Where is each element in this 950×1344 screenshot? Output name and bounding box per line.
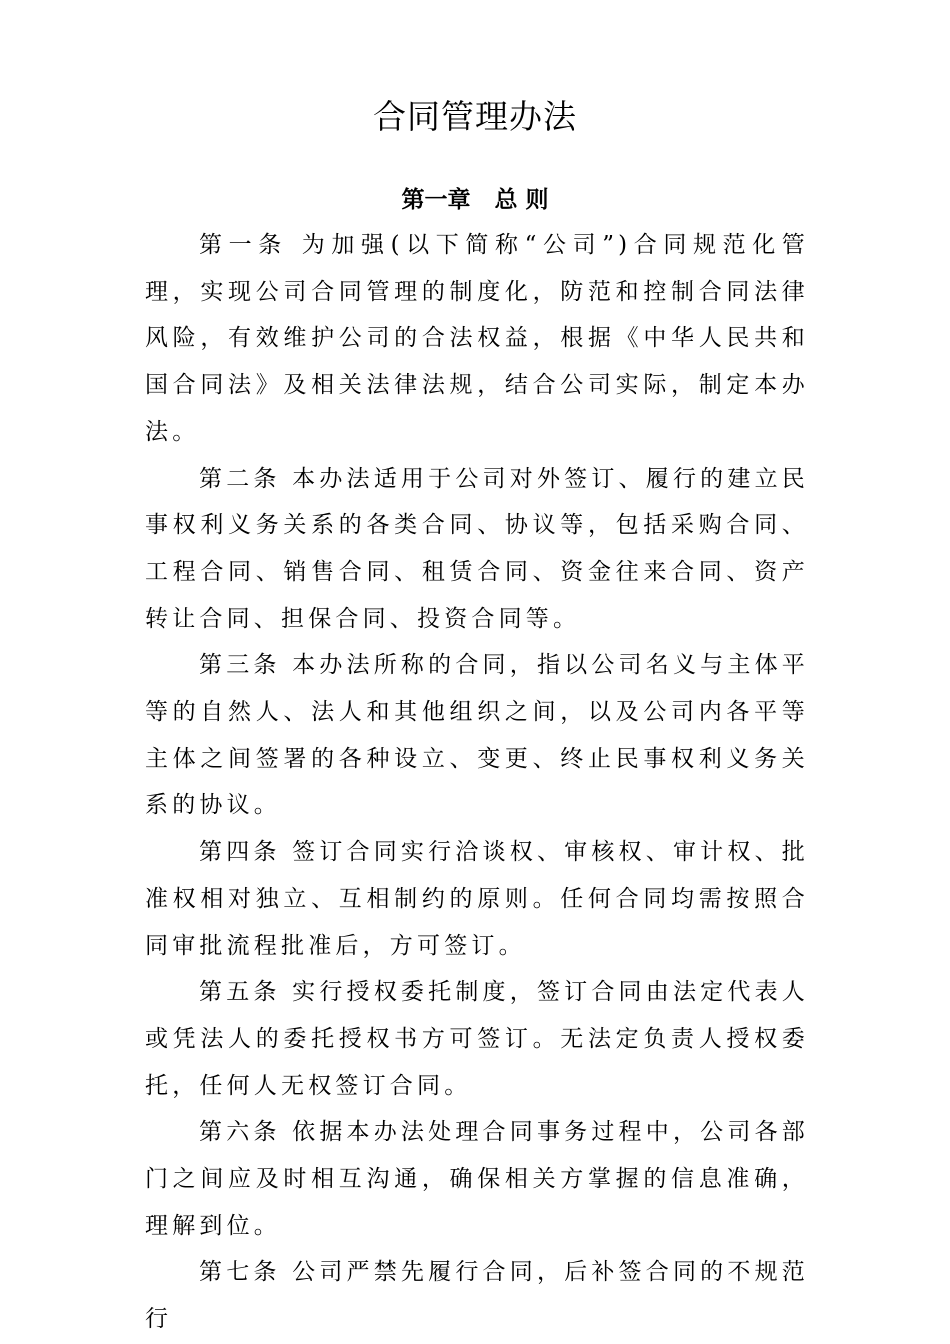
article-text: 依据本办法处理合同事务过程中，公司各部门之间应及时相互沟通，确保相关方掌握的信息准确，理解到位。 <box>145 1119 809 1239</box>
document-title: 合同管理办法 <box>373 97 577 136</box>
article-text: 公司严禁先履行合同，后补签合同的不规范行 <box>145 1259 809 1333</box>
document-body <box>145 222 809 1343</box>
article-text: 实行授权委托制度，签订合同由法定代表人或凭法人的委托授权书方可签订。无法定负责人授权委托，任何人无权签订合同。 <box>145 979 809 1099</box>
article-text: 为加强(以下简称“公司”)合同规范化管理，实现公司合同管理的制度化，防范和控制合同法律风险，有效维护公司的合法权益，根据《中华人民共和国合同法》及相关法律法规，结合公司实际，制定本办法。 <box>145 232 809 445</box>
article-7 <box>145 1249 809 1342</box>
article-number: 第七条 <box>199 1259 281 1286</box>
article-text: 签订合同实行洽谈权、审核权、审计权、批准权相对独立、互相制约的原则。任何合同均需按照合同审批流程批准后，方可签订。 <box>145 839 809 959</box>
article-number: 第四条 <box>199 839 281 866</box>
article-2 <box>145 456 809 643</box>
article-number: 第二条 <box>199 465 281 492</box>
article-6 <box>145 1109 809 1249</box>
chapter-heading: 第一章 总 则 <box>401 187 549 213</box>
article-number: 第五条 <box>199 979 281 1006</box>
article-1 <box>145 222 809 456</box>
article-4 <box>145 829 809 969</box>
article-5 <box>145 969 809 1109</box>
article-number: 第六条 <box>199 1119 281 1146</box>
article-number: 第三条 <box>199 652 281 679</box>
article-text: 本办法所称的合同，指以公司名义与主体平等的自然人、法人和其他组织之间，以及公司内各平等主体之间签署的各种设立、变更、终止民事权利义务关系的协议。 <box>145 652 809 819</box>
article-3 <box>145 642 809 829</box>
article-number: 第一条 <box>199 232 288 258</box>
article-text: 本办法适用于公司对外签订、履行的建立民事权利义务关系的各类合同、协议等，包括采购合同、工程合同、销售合同、租赁合同、资金往来合同、资产转让合同、担保合同、投资合同等。 <box>145 465 809 632</box>
